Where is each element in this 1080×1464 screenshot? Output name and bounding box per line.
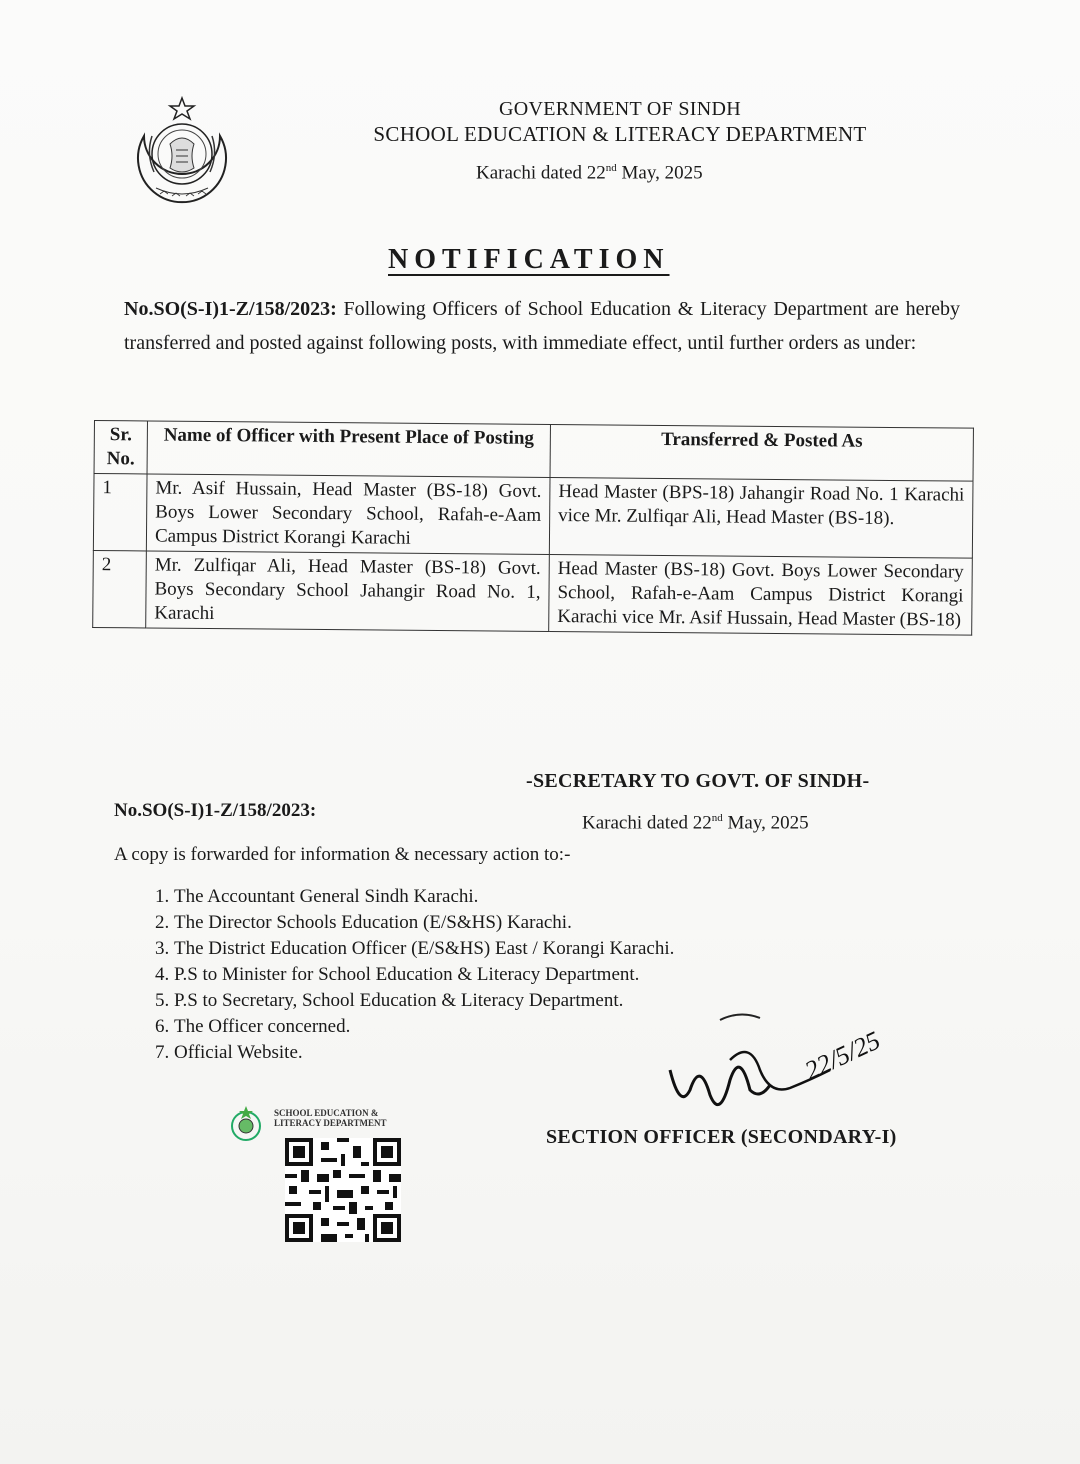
list-item: 7. Official Website. bbox=[174, 1040, 674, 1066]
copy-date: Karachi dated 22nd May, 2025 bbox=[582, 812, 809, 834]
section-officer-title: SECTION OFFICER (SECONDARY-I) bbox=[546, 1126, 897, 1148]
row-posted: Head Master (BPS-18) Jahangir Road No. 1 Karachi vice Mr. Zulfiqar Ali, Head Master (BS-18). bbox=[549, 477, 973, 558]
handwritten-signature bbox=[660, 1000, 930, 1130]
table-row bbox=[93, 550, 973, 635]
header-officer: Name of Officer with Present Place of Posting bbox=[147, 421, 550, 478]
header-department: SCHOOL EDUCATION & LITERACY DEPARTMENT bbox=[373, 122, 867, 146]
list-item: 6. The Officer concerned. bbox=[174, 1014, 674, 1040]
table-row bbox=[93, 474, 973, 559]
row-officer: Mr. Zulfiqar Ali, Head Master (BS-18) Govt. Boys Secondary School Jahangir Road No. 1, Karachi bbox=[146, 551, 550, 632]
notification-ref: No.SO(S-I)1-Z/158/2023: bbox=[124, 298, 337, 320]
copy-ref: No.SO(S-I)1-Z/158/2023: bbox=[114, 800, 317, 821]
copy-intro: A copy is forwarded for information & necessary action to:- bbox=[114, 844, 571, 865]
signature-date: 22/5/25 bbox=[800, 1025, 885, 1086]
row-posted: Head Master (BS-18) Govt. Boys Lower Secondary School, Rafah-e-Aam Campus District Korangi Karachi vice Mr. Asif Hussain, Head Master (BS-18) bbox=[549, 554, 973, 635]
department-logo-icon bbox=[226, 1104, 266, 1144]
recipient-list bbox=[140, 884, 674, 1066]
list-item: 3. The District Education Officer (E/S&HS) East / Korangi Karachi. bbox=[174, 936, 674, 962]
list-item: 4. P.S to Minister for School Education & Literacy Department. bbox=[174, 962, 674, 988]
notification-intro bbox=[124, 292, 960, 360]
qr-label: SCHOOL EDUCATION & LITERACY DEPARTMENT bbox=[274, 1108, 387, 1128]
table-header-row bbox=[94, 421, 973, 482]
row-sr: 1 bbox=[93, 474, 147, 551]
qr-code-icon bbox=[285, 1138, 401, 1242]
sindh-government-seal-icon bbox=[124, 96, 240, 208]
header-date: Karachi dated 22nd May, 2025 bbox=[476, 162, 703, 184]
notification-title: NOTIFICATION bbox=[388, 244, 670, 275]
list-item: 1. The Accountant General Sindh Karachi. bbox=[174, 884, 674, 910]
transfer-table bbox=[92, 420, 974, 636]
row-officer: Mr. Asif Hussain, Head Master (BS-18) Govt. Boys Lower Secondary School, Rafah-e-Aam Campus District Korangi Karachi bbox=[146, 474, 550, 555]
header-posted-as: Transferred & Posted As bbox=[550, 424, 973, 481]
row-sr: 2 bbox=[93, 550, 147, 627]
header-government: GOVERNMENT OF SINDH bbox=[498, 98, 741, 120]
list-item: 2. The Director Schools Education (E/S&HS) Karachi. bbox=[174, 910, 674, 936]
intro-text: Following Officers of School Education & Literacy Department are hereby transferred and posted against following posts, with immediate effect, until further orders as under: bbox=[124, 298, 960, 354]
list-item: 5. P.S to Secretary, School Education & Literacy Department. bbox=[174, 988, 674, 1014]
secretary-signature-line: -SECRETARY TO GOVT. OF SINDH- bbox=[526, 770, 870, 792]
header-sr-no: Sr. No. bbox=[94, 421, 147, 474]
